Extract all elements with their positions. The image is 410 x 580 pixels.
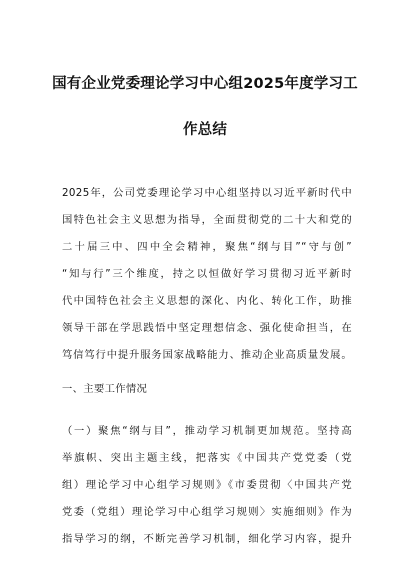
- paragraph-1-line-6: 领导干部在学思践悟中坚定理想信念、强化使命担当，在: [62, 322, 352, 334]
- paragraph-1-line-2: 国特色社会主义思想为指导，全面贯彻党的二十大和党的: [62, 214, 352, 226]
- document-title-line-1: 国有企业党委理论学习中心组2025年度学习工: [52, 76, 358, 92]
- paragraph-1-line-3: 二十届三中、四中全会精神，聚焦“纲与目”“守与创”: [62, 241, 352, 253]
- paragraph-2-line-5: 指导学习的纲，不断完善学习机制，细化学习内容，提升: [62, 533, 352, 545]
- document-title-line-2: 作总结: [182, 122, 228, 138]
- paragraph-1-line-5: 代中国特色社会主义思想的深化、内化、转化工作，助推: [62, 295, 352, 307]
- paragraph-2-line-3: 组）理论学习中心组学习规则》《市委贯彻〈中国共产党: [62, 479, 352, 491]
- paragraph-2-line-2: 举旗帜、突出主题主线，把落实《中国共产党党委（党: [62, 452, 352, 464]
- paragraph-2-line-1: （一）聚焦“纲与目”，推动学习机制更加规范。坚持高: [62, 425, 352, 437]
- paragraph-1-line-7: 笃信笃行中提升服务国家战略能力、推动企业高质量发展。: [62, 349, 352, 361]
- paragraph-1-line-1: 2025年，公司党委理论学习中心组坚持以习近平新时代中: [62, 187, 352, 199]
- paragraph-2-line-4: 党委（党组）理论学习中心组学习规则〉实施细则》作为: [62, 506, 352, 518]
- paragraph-1-line-4: “知与行”三个维度，持之以恒做好学习贯彻习近平新时: [62, 268, 352, 280]
- section-heading: 一、主要工作情况: [62, 383, 148, 395]
